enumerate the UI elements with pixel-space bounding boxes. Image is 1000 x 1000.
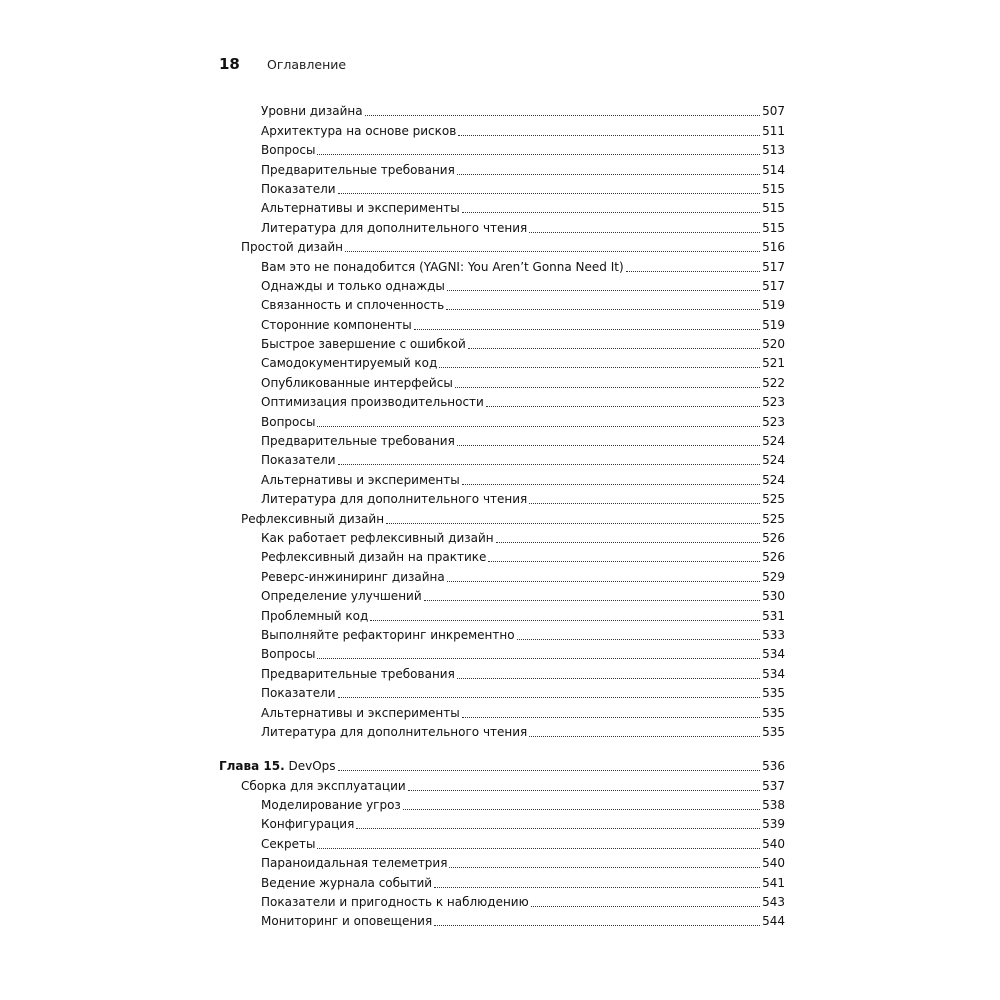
toc-entry-text: Сторонние компоненты xyxy=(261,317,412,332)
toc-entry-title xyxy=(219,492,527,507)
toc-entry-title xyxy=(219,337,466,352)
dot-leader xyxy=(529,736,760,737)
toc-entry-title xyxy=(219,201,460,216)
toc-page-number: 531 xyxy=(762,608,785,623)
dot-leader xyxy=(365,115,760,116)
dot-leader xyxy=(458,135,760,136)
dot-leader xyxy=(356,828,760,829)
toc-subsection-row xyxy=(219,430,785,449)
toc-entry-text: Оптимизация производительности xyxy=(261,395,484,410)
dot-leader xyxy=(317,154,760,155)
toc-subsection-row xyxy=(219,352,785,371)
toc-entry-title xyxy=(219,318,412,333)
toc-entry-title xyxy=(219,376,453,391)
running-title: Оглавление xyxy=(267,57,347,72)
dot-leader xyxy=(345,251,760,252)
toc-subsection-row xyxy=(219,891,785,910)
toc-page-number: 511 xyxy=(762,123,785,138)
toc-entry-title xyxy=(219,876,432,891)
toc-subsection-row xyxy=(219,604,785,623)
dot-leader xyxy=(462,484,760,485)
toc-entry-title xyxy=(219,104,363,119)
toc-section-row xyxy=(219,774,785,793)
toc-subsection-row xyxy=(219,449,785,468)
toc-entry-text: Литература для дополнительного чтения xyxy=(261,492,528,507)
toc-page-number: 535 xyxy=(762,705,785,720)
toc-subsection-row xyxy=(219,910,785,929)
toc-subsection-row xyxy=(219,410,785,429)
toc-entry-title xyxy=(219,725,527,740)
toc-page-number: 513 xyxy=(762,143,785,158)
dot-leader xyxy=(517,639,761,640)
toc-entry-text: Опубликованные интерфейсы xyxy=(261,375,453,390)
dot-leader xyxy=(529,503,760,504)
toc-page-number: 525 xyxy=(762,492,785,507)
dot-leader xyxy=(529,232,760,233)
dot-leader xyxy=(434,887,760,888)
dot-leader xyxy=(317,658,760,659)
toc-page-number: 522 xyxy=(762,375,785,390)
toc-subsection-row xyxy=(219,565,785,584)
toc-entry-title xyxy=(219,163,455,178)
toc-section-row xyxy=(219,507,785,526)
toc-entry-text: Вопросы xyxy=(261,414,316,429)
toc-page-number: 539 xyxy=(762,817,785,832)
toc-page-number: 543 xyxy=(762,895,785,910)
toc-entry-text: Альтернативы и эксперименты xyxy=(261,705,460,720)
toc-page-number: 540 xyxy=(762,836,785,851)
dot-leader xyxy=(462,717,760,718)
toc-page-number: 541 xyxy=(762,875,785,890)
toc-page-number: 536 xyxy=(762,759,785,774)
toc-page-number: 525 xyxy=(762,511,785,526)
chapter-label: Глава 15. xyxy=(219,759,285,774)
dot-leader xyxy=(338,193,761,194)
toc-page-number: 537 xyxy=(762,778,785,793)
toc-entry-text: Предварительные требования xyxy=(261,666,455,681)
toc-entry-text: Предварительные требования xyxy=(261,162,455,177)
toc-entry-title xyxy=(219,550,486,565)
toc-entry-text: Вопросы xyxy=(261,143,316,158)
toc-page-number: 524 xyxy=(762,472,785,487)
dot-leader xyxy=(626,271,760,272)
toc-subsection-row xyxy=(219,216,785,235)
dot-leader xyxy=(403,809,760,810)
toc-entry-text: Секреты xyxy=(261,836,316,851)
toc-subsection-row xyxy=(219,585,785,604)
dot-leader xyxy=(446,309,760,310)
dot-leader xyxy=(370,620,760,621)
toc-entry-text: Выполняйте рефакторинг инкрементно xyxy=(261,627,515,642)
toc-subsection-row xyxy=(219,662,785,681)
toc-page-number: 520 xyxy=(762,337,785,352)
toc-subsection-row xyxy=(219,871,785,890)
toc-subsection-row xyxy=(219,701,785,720)
toc-entry-title xyxy=(219,395,484,410)
toc-page-number: 517 xyxy=(762,259,785,274)
toc-entry-title xyxy=(219,895,529,910)
toc-page-number: 526 xyxy=(762,550,785,565)
toc-page-number: 524 xyxy=(762,453,785,468)
dot-leader xyxy=(455,387,760,388)
toc-entry-title xyxy=(219,706,460,721)
toc-entry-text: Рефлексивный дизайн xyxy=(241,511,385,526)
toc-entry-title xyxy=(219,143,315,158)
toc-entry-text: Показатели и пригодность к наблюдению xyxy=(261,895,529,910)
toc-page-number: 534 xyxy=(762,647,785,662)
toc-entry-text: DevOps xyxy=(288,759,336,774)
dot-leader xyxy=(434,925,760,926)
toc-page-number: 515 xyxy=(762,181,785,196)
toc-page-number: 538 xyxy=(762,798,785,813)
table-of-contents xyxy=(219,100,785,929)
toc-entry-title xyxy=(219,779,406,794)
toc-entry-text: Моделирование угроз xyxy=(261,798,401,813)
toc-entry-text: Альтернативы и эксперименты xyxy=(261,472,460,487)
toc-entry-text: Быстрое завершение с ошибкой xyxy=(261,337,466,352)
toc-entry-text: Литература для дополнительного чтения xyxy=(261,220,528,235)
toc-section-row xyxy=(219,236,785,255)
toc-page-number: 515 xyxy=(762,220,785,235)
toc-subsection-row xyxy=(219,371,785,390)
toc-subsection-row xyxy=(219,255,785,274)
toc-entry-title xyxy=(219,570,445,585)
toc-chapter-row xyxy=(219,755,785,774)
toc-entry-title xyxy=(219,759,336,774)
toc-subsection-row xyxy=(219,643,785,662)
dot-leader xyxy=(488,561,760,562)
toc-entry-title xyxy=(219,260,624,275)
toc-subsection-row xyxy=(219,275,785,294)
toc-entry-text: Определение улучшений xyxy=(261,589,422,604)
toc-page-number: 517 xyxy=(762,278,785,293)
toc-page-number: 524 xyxy=(762,434,785,449)
toc-entry-title xyxy=(219,279,445,294)
toc-entry-title xyxy=(219,298,444,313)
toc-entry-text: Связанность и сплоченность xyxy=(261,298,445,313)
toc-entry-title xyxy=(219,817,354,832)
toc-entry-text: Конфигурация xyxy=(261,817,355,832)
toc-page-number: 540 xyxy=(762,856,785,871)
toc-subsection-row xyxy=(219,294,785,313)
toc-entry-text: Параноидальная телеметрия xyxy=(261,856,448,871)
toc-entry-text: Уровни дизайна xyxy=(261,104,363,119)
dot-leader xyxy=(317,848,760,849)
toc-page-number: 507 xyxy=(762,104,785,119)
toc-subsection-row xyxy=(219,178,785,197)
dot-leader xyxy=(531,906,760,907)
dot-leader xyxy=(338,697,761,698)
toc-subsection-row xyxy=(219,100,785,119)
toc-subsection-row xyxy=(219,546,785,565)
toc-entry-title xyxy=(219,453,336,468)
toc-entry-title xyxy=(219,798,401,813)
toc-entry-title xyxy=(219,356,437,371)
toc-subsection-row xyxy=(219,313,785,332)
toc-subsection-row xyxy=(219,197,785,216)
toc-page-number: 514 xyxy=(762,162,785,177)
toc-entry-title xyxy=(219,182,336,197)
toc-page-number: 535 xyxy=(762,686,785,701)
toc-subsection-row xyxy=(219,488,785,507)
toc-entry-title xyxy=(219,221,527,236)
toc-page-number: 533 xyxy=(762,627,785,642)
toc-entry-title xyxy=(219,628,515,643)
toc-entry-text: Альтернативы и эксперименты xyxy=(261,201,460,216)
toc-entry-text: Архитектура на основе рисков xyxy=(261,123,457,138)
toc-entry-title xyxy=(219,647,315,662)
dot-leader xyxy=(457,445,760,446)
toc-subsection-row xyxy=(219,794,785,813)
dot-leader xyxy=(496,542,760,543)
dot-leader xyxy=(439,367,760,368)
toc-entry-text: Мониторинг и оповещения xyxy=(261,914,433,929)
toc-subsection-row xyxy=(219,527,785,546)
toc-subsection-row xyxy=(219,813,785,832)
toc-subsection-row xyxy=(219,139,785,158)
dot-leader xyxy=(447,581,760,582)
toc-page-number: 526 xyxy=(762,530,785,545)
toc-subsection-row xyxy=(219,119,785,138)
toc-page-number: 535 xyxy=(762,724,785,739)
toc-subsection-row xyxy=(219,682,785,701)
toc-entry-text: Сборка для эксплуатации xyxy=(241,778,406,793)
toc-page-number: 523 xyxy=(762,414,785,429)
dot-leader xyxy=(449,867,760,868)
toc-subsection-row xyxy=(219,391,785,410)
toc-page-number: 519 xyxy=(762,298,785,313)
toc-entry-text: Предварительные требования xyxy=(261,434,455,449)
toc-subsection-row xyxy=(219,721,785,740)
toc-entry-text: Самодокументируемый код xyxy=(261,356,438,371)
toc-entry-title xyxy=(219,856,447,871)
toc-page-number: 519 xyxy=(762,317,785,332)
toc-entry-title xyxy=(219,124,456,139)
dot-leader xyxy=(447,290,760,291)
toc-page-number: 516 xyxy=(762,240,785,255)
toc-subsection-row xyxy=(219,468,785,487)
dot-leader xyxy=(317,426,760,427)
dot-leader xyxy=(424,600,760,601)
toc-entry-text: Вам это не понадобится (YAGNI: You Aren’t Gonna Need It) xyxy=(261,259,624,274)
toc-entry-title xyxy=(219,589,422,604)
toc-page-number: 534 xyxy=(762,666,785,681)
dot-leader xyxy=(462,212,760,213)
toc-page-number: 544 xyxy=(762,914,785,929)
toc-entry-text: Рефлексивный дизайн на практике xyxy=(261,550,487,565)
toc-subsection-row xyxy=(219,158,785,177)
toc-entry-text: Реверс-инжиниринг дизайна xyxy=(261,569,445,584)
dot-leader xyxy=(408,790,760,791)
toc-entry-text: Литература для дополнительного чтения xyxy=(261,724,528,739)
toc-page-number: 529 xyxy=(762,569,785,584)
toc-entry-text: Однажды и только однажды xyxy=(261,278,445,293)
toc-entry-title xyxy=(219,837,315,852)
toc-page-number: 521 xyxy=(762,356,785,371)
toc-entry-text: Показатели xyxy=(261,453,336,468)
dot-leader xyxy=(414,329,760,330)
toc-entry-title xyxy=(219,609,368,624)
toc-entry-title xyxy=(219,415,315,430)
toc-entry-title xyxy=(219,240,343,255)
toc-subsection-row xyxy=(219,852,785,871)
toc-entry-text: Простой дизайн xyxy=(241,240,343,255)
dot-leader xyxy=(486,406,760,407)
toc-entry-text: Ведение журнала событий xyxy=(261,875,433,890)
dot-leader xyxy=(468,348,760,349)
toc-subsection-row xyxy=(219,624,785,643)
toc-entry-text: Вопросы xyxy=(261,647,316,662)
toc-page-number: 515 xyxy=(762,201,785,216)
toc-entry-text: Показатели xyxy=(261,181,336,196)
dot-leader xyxy=(457,174,760,175)
toc-entry-title xyxy=(219,434,455,449)
dot-leader xyxy=(457,678,760,679)
toc-entry-title xyxy=(219,473,460,488)
dot-leader xyxy=(338,464,761,465)
toc-entry-title xyxy=(219,914,432,929)
dot-leader xyxy=(386,523,760,524)
dot-leader xyxy=(338,770,761,771)
page-number: 18 xyxy=(219,55,240,73)
toc-page-number: 523 xyxy=(762,395,785,410)
toc-entry-title xyxy=(219,686,336,701)
toc-entry-title xyxy=(219,531,494,546)
toc-subsection-row xyxy=(219,832,785,851)
toc-entry-text: Показатели xyxy=(261,686,336,701)
toc-entry-text: Проблемный код xyxy=(261,608,369,623)
toc-page-number: 530 xyxy=(762,589,785,604)
toc-subsection-row xyxy=(219,333,785,352)
page-header xyxy=(219,55,346,77)
toc-entry-text: Как работает рефлексивный дизайн xyxy=(261,530,494,545)
toc-entry-title xyxy=(219,512,384,527)
toc-entry-title xyxy=(219,667,455,682)
